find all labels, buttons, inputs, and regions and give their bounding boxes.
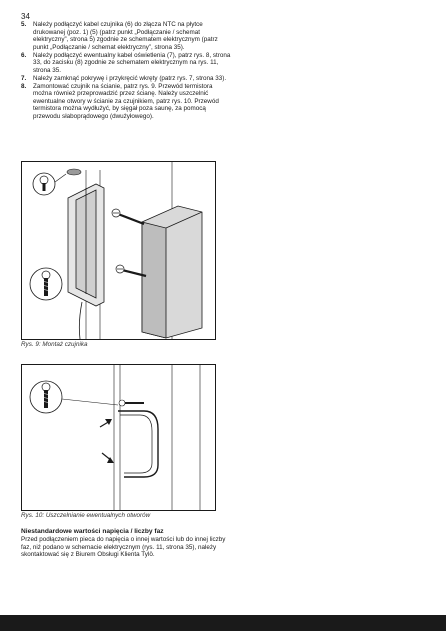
- page-number: 34: [21, 12, 30, 21]
- step-5: [21, 21, 231, 51]
- step-number: 6.: [21, 51, 27, 59]
- footer-bar: [0, 615, 446, 631]
- screw-icon: [119, 400, 144, 406]
- screw-icon: [116, 265, 146, 276]
- step-number: 5.: [21, 21, 27, 28]
- step-6: [21, 52, 231, 75]
- callout-screw: [30, 381, 118, 413]
- sensor-mounting-illustration: [22, 162, 215, 339]
- step-7: [21, 75, 231, 83]
- sealing-holes-illustration: [22, 365, 215, 510]
- figure-sensor-mounting: [21, 161, 216, 340]
- figure-sealing-holes: [21, 364, 216, 511]
- section-body: Przed podłączeniem pieca do napięcia o innej wartości lub do innej liczby faz, niż podano w schemacie elektrycznym (rys. 11, strona 35), należy skontaktować się z Biurem Obsługi Klienta Tylö.: [21, 536, 226, 559]
- step-8: [21, 83, 231, 121]
- figure-caption: Rys. 10: Uszczelnianie ewentualnych otworów: [21, 512, 151, 519]
- step-text: Należy zamknąć pokrywę i przykręcić wkręty (patrz rys. 7, strona 33).: [33, 74, 227, 82]
- step-number: 7.: [21, 74, 27, 82]
- figure-caption: Rys. 9: Montaż czujnika: [21, 341, 88, 348]
- callout-screw-top: [33, 169, 81, 195]
- wall-lines: [114, 365, 200, 510]
- instruction-steps: [21, 21, 231, 121]
- callout-screw-bottom: [30, 268, 62, 300]
- step-text: Zamontować czujnik na ścianie, patrz rys. 9. Przewód termistora można również przeprowadzić przez ścianę. Należy uszczelnić ewentualne otwory w ścianie za czujnikiem, patrz rys. 10. Przewód termistora można wydłużyć, by sięgał poza saunę, za pomocą przewodu słaboprądowego (dwużyłowego).: [33, 82, 219, 121]
- arrow-icon: [102, 453, 114, 463]
- step-text: Należy podłączyć kabel czujnika (6) do złącza NTC na płytce drukowanej (poz. 1) (5) (patrz punkt „Podłączanie / schemat elektryczny”, strona 5) zgodnie ze schematem elektrycznym (patrz punkt „Podłączanie / schemat elektryczny”, strona 35).: [33, 21, 218, 51]
- sensor-cover: [142, 206, 202, 338]
- step-number: 8.: [21, 82, 27, 90]
- section-title: Niestandardowe wartości napięcia / liczby faz: [21, 528, 164, 535]
- screw-icon: [43, 183, 46, 191]
- arrow-icon: [100, 419, 112, 427]
- screw-icon: [112, 209, 144, 224]
- step-text: Należy podłączyć ewentualny kabel oświetlenia (7), patrz rys. 8, strona 33, do zacisku (8) zgodnie ze schematem elektrycznym na rys. 11, strona 35.: [33, 51, 231, 74]
